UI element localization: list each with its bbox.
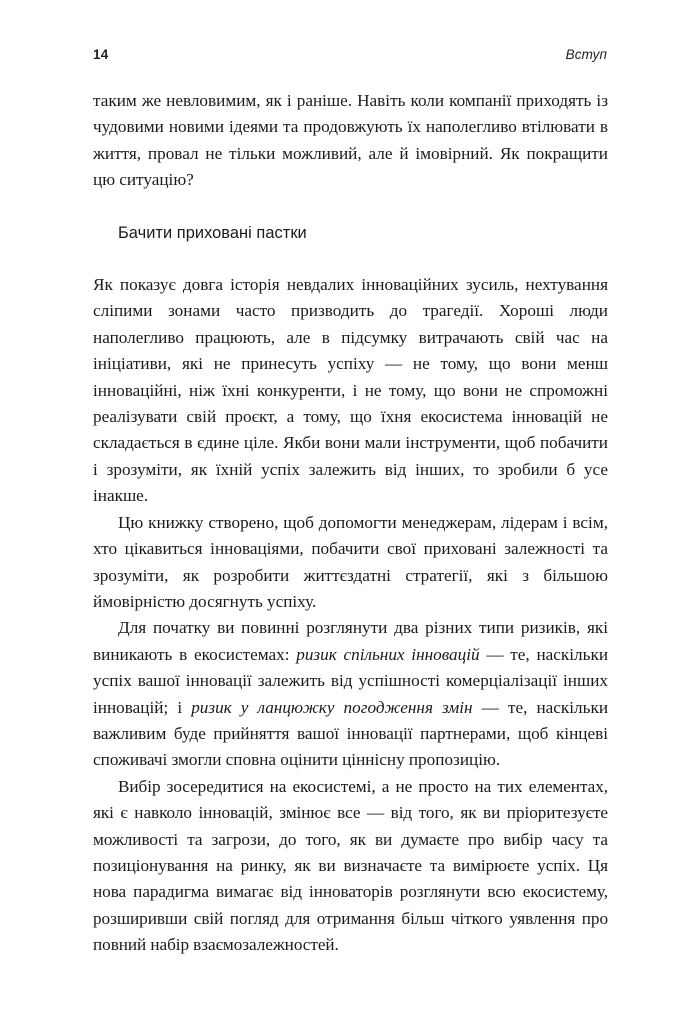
- section-subheading: Бачити приховані пастки: [118, 223, 307, 242]
- risk-closing-text: — те, наскільки важливим буде прийняття вашої інновації партнерами, щоб кінцеві споживачі змогли сповна оцінити ціннісну пропозицію.: [93, 697, 609, 770]
- term-adoption-chain-risk: ризик у ланцюжку погодження змін: [191, 697, 473, 717]
- paragraph-ecosystem-focus: Вибір зосередитися на екосистемі, а не просто на тих елементах, які є навколо інновацій, змінює все — від того, як ви пріоритезуєте можливості та загрози, до того, як ви думаєте про вибір часу та позиціонування на ринку, як ви визначаєте та вимірюєте успіх. Ця нова парадигма вимагає від інноваторів розглянути всю екосистему, розширивши свій погляд для отримання більш чіткого уявлення про повний набір взаємозалежностей.: [93, 776, 608, 955]
- text-column: [93, 88, 608, 959]
- paragraph-two-risk-types: [93, 615, 608, 773]
- running-title: Вступ: [565, 47, 607, 62]
- running-head: [93, 48, 607, 68]
- paragraph-book-purpose: Цю книжку створено, щоб допомогти менеджерам, лідерам і всім, хто цікавиться інноваціями, побачити свої приховані залежності та зрозуміти, як розробити життєздатні стратегії, які з більшою ймовірністю досягнуть успіху.: [93, 512, 608, 611]
- risk-intro-text: Для початку ви повинні розглянути два різних типи ризиків, які виникають в екосистемах:: [93, 618, 608, 664]
- page-number: 14: [93, 47, 109, 62]
- term-co-innovation-risk: ризик спільних інновацій: [296, 644, 480, 664]
- paragraph-hidden-traps: Як показує довга історія невдалих інноваційних зусиль, нехтування сліпими зонами часто призводить до трагедії. Хороші люди наполегливо працюють, але в підсумку витрачають свій час на ініціативи, які не принесуть успіху — не тому, що вони менш інноваційні, ніж їхні конкуренти, і не тому, що вони не спроможні реалізувати свій проєкт, а тому, що їхня екосистема інновацій не складається в єдине ціле. Якби вони мали інструменти, щоб побачити і зрозуміти, як їхній успіх залежить від інших, то зробили б усе інакше.: [93, 275, 608, 506]
- risk-middle-text: — те, наскільки успіх вашої інновації залежить від успішності комерціалізації інших інновацій; і: [93, 644, 609, 717]
- paragraph-continued: таким же невловимим, як і раніше. Навіть коли компанії приходять із чудовими новими ідеями та продовжують їх наполегливо втілювати в життя, провал не тільки можливий, але й імовірний. Як покращити цю ситуацію?: [93, 91, 608, 190]
